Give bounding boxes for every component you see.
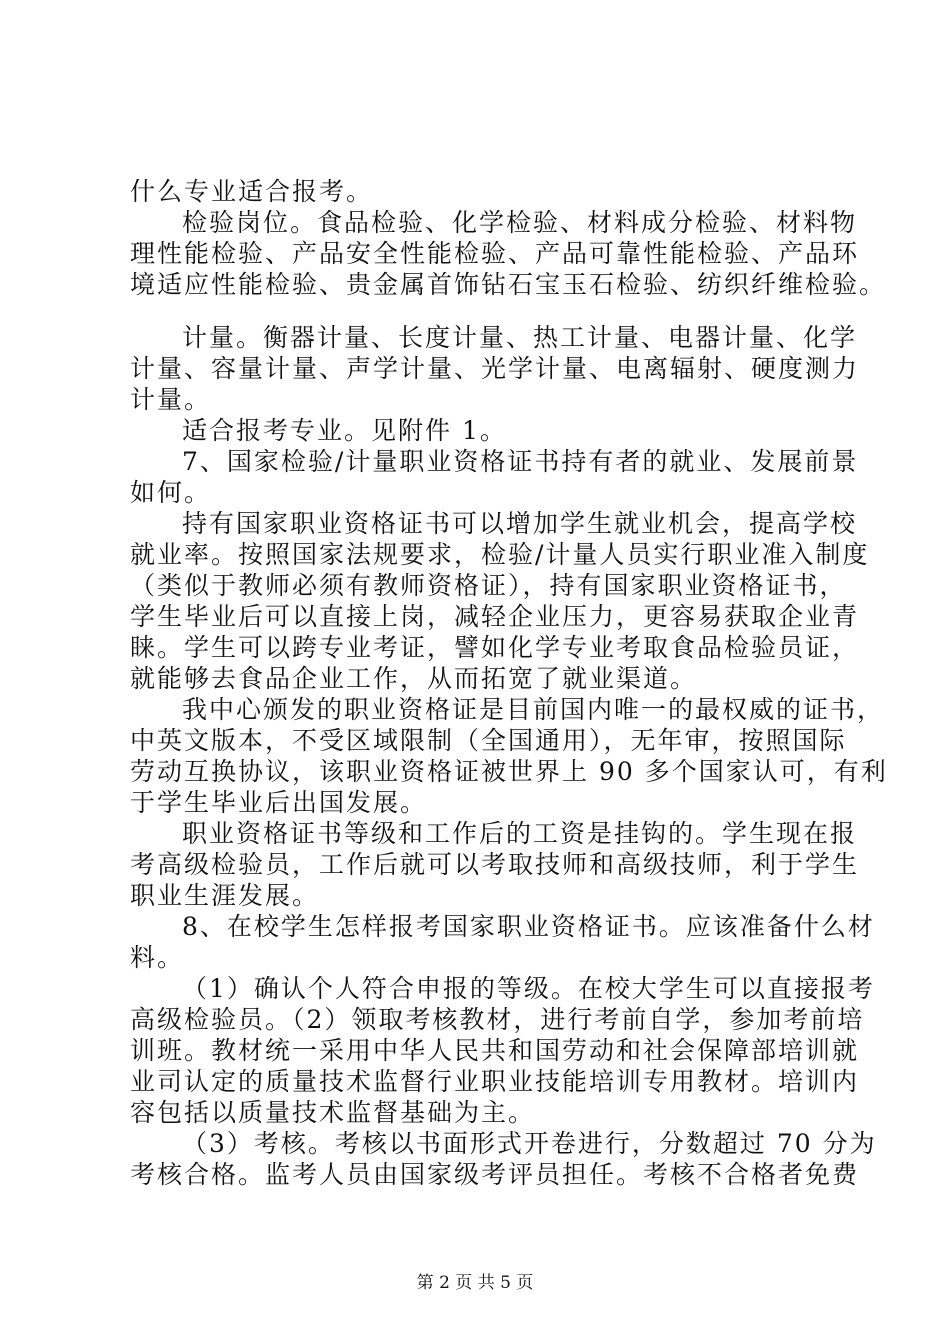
document-body — [130, 176, 888, 1190]
page-number-label: 第 2 页 共 5 页 — [416, 1273, 534, 1293]
text-line: 职业资格证书等级和工作后的工资是挂钩的。学生现在报 — [182, 819, 858, 848]
text-line: 容包括以质量技术监督基础为主。 — [130, 1098, 536, 1127]
text-line: 境适应性能检验、贵金属首饰钻石宝玉石检验、纺织纤维检验。 — [130, 270, 887, 299]
text-line: 睐。学生可以跨专业考证，譬如化学专业考取食品检验员证， — [130, 633, 860, 662]
page-footer — [0, 1272, 950, 1294]
text-line: 计量、容量计量、声学计量、光学计量、电离辐射、硬度测力 — [130, 354, 860, 383]
text-line: 计量。衡器计量、长度计量、热工计量、电器计量、化学 — [182, 323, 858, 352]
text-line: 7、国家检验/计量职业资格证书持有者的就业、发展前景 — [182, 447, 859, 476]
text-line: 计量。 — [130, 385, 212, 414]
text-line: 什么专业适合报考。 — [130, 177, 374, 206]
text-line: （类似于教师必须有教师资格证），持有国家职业资格证书， — [130, 571, 847, 600]
text-line: 训班。教材统一采用中华人民共和国劳动和社会保障部培训就 — [130, 1036, 860, 1065]
text-line: 就能够去食品企业工作，从而拓宽了就业渠道。 — [130, 664, 698, 693]
text-line: 8、在校学生怎样报考国家职业资格证书。应该准备什么材 — [182, 912, 875, 941]
text-line: 劳动互换协议，该职业资格证被世界上 90 多个国家认可，有利 — [130, 757, 888, 786]
text-line: 持有国家职业资格证书可以增加学生就业机会，提高学校 — [182, 509, 858, 538]
text-line: 业司认定的质量技术监督行业职业技能培训专用教材。培训内 — [130, 1067, 860, 1096]
text-line: 料。 — [130, 943, 185, 972]
text-line: 高级检验员。（2）领取考核教材，进行考前自学，参加考前培 — [130, 1005, 865, 1034]
text-line: 如何。 — [130, 478, 212, 507]
text-line: 学生毕业后可以直接上岗，减轻企业压力，更容易获取企业青 — [130, 602, 860, 631]
text-line: 考高级检验员，工作后就可以考取技师和高级技师，利于学生 — [130, 850, 860, 879]
text-line: 就业率。按照国家法规要求，检验/计量人员实行职业准入制度 — [130, 540, 870, 569]
text-line: （1）确认个人符合申报的等级。在校大学生可以直接报考 — [182, 974, 875, 1003]
text-line: 我中心颁发的职业资格证是目前国内唯一的最权威的证书， — [182, 695, 885, 724]
text-line: 于学生毕业后出国发展。 — [130, 788, 428, 817]
text-line: 职业生涯发展。 — [130, 881, 320, 910]
text-line: 检验岗位。食品检验、化学检验、材料成分检验、材料物 — [182, 208, 858, 237]
text-line: （3）考核。考核以书面形式开卷进行，分数超过 70 分为 — [182, 1129, 877, 1158]
text-line: 适合报考专业。见附件 1。 — [182, 416, 507, 445]
text-line: 理性能检验、产品安全性能检验、产品可靠性能检验、产品环 — [130, 239, 860, 268]
text-line: 考核合格。监考人员由国家级考评员担任。考核不合格者免费 — [130, 1160, 860, 1189]
text-line: 中英文版本，不受区域限制（全国通用），无年审，按照国际 — [130, 726, 847, 755]
